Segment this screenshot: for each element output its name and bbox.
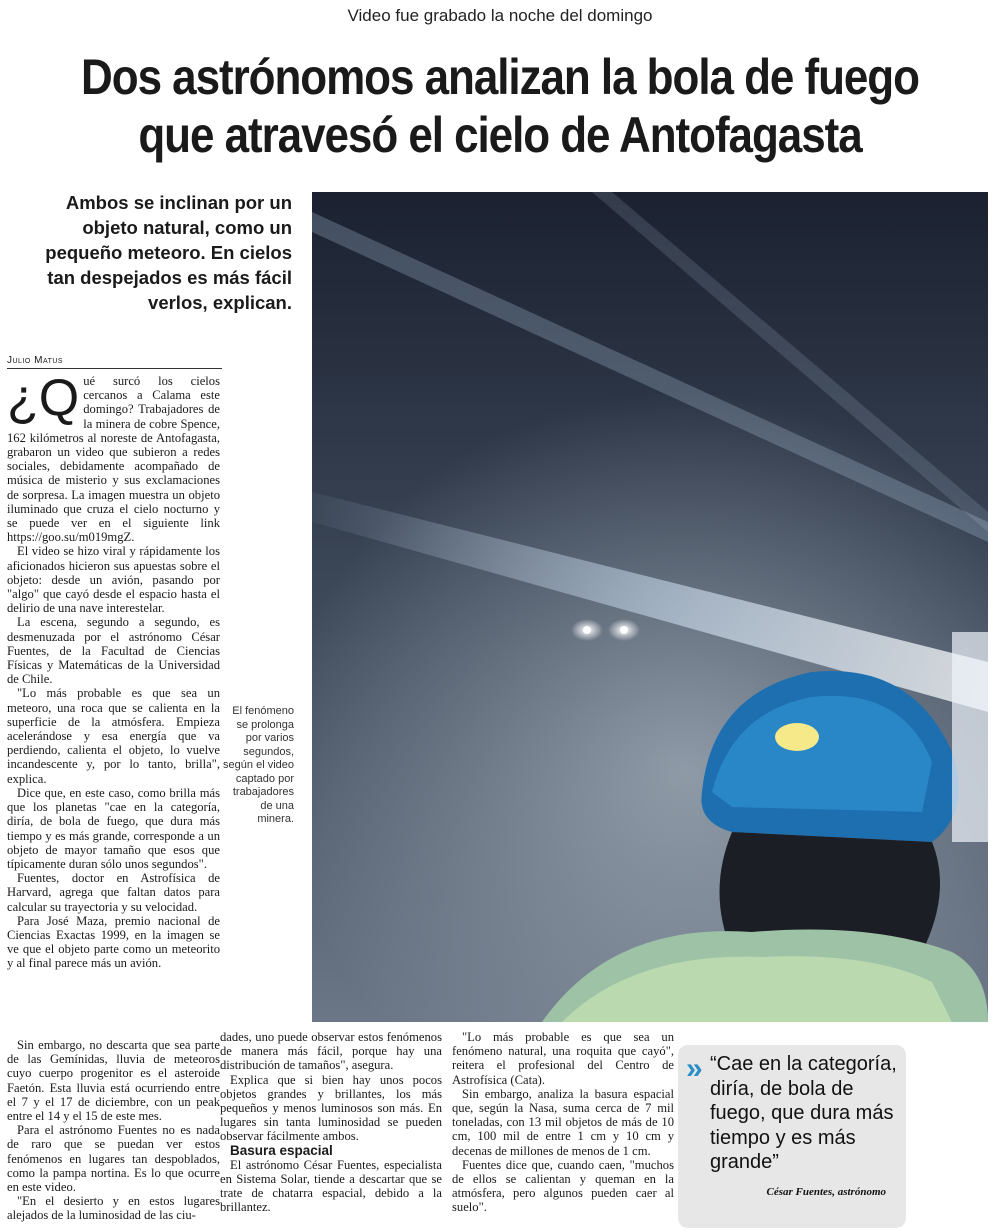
headline xyxy=(69,48,931,164)
fireball-photo xyxy=(312,192,988,1022)
article-column-1-bottom xyxy=(7,1038,220,1223)
subhead-basura-espacial: Basura espacial xyxy=(230,1142,333,1158)
pullquote-text: “Cae en la categoría, diría, de bola de fuego, que dura más tiempo y es más grande” xyxy=(710,1053,897,1173)
paragraph-1: ¿Q ué surcó los cielos cercanos a Calama este domingo? Trabajadores de la minera de cobre Spence, 162 kilómetros al noreste de Antofagasta, grabaron un video que subieron a redes sociales, debidamente acompañado de música de misterio y sus exclamaciones de sorpresa. La imagen muestra un objeto iluminado que cruza el cielo nocturno y se puede ver en el siguiente link https://goo.su/m019mgZ. xyxy=(7,369,220,545)
paragraph-16: Fuentes dice que, cuando caen, "muchos de ellos se calientan y queman en la atmósfera, pero algunos pueden caer al suelo". xyxy=(452,1157,674,1215)
drop-cap: ¿Q xyxy=(7,369,80,427)
paragraph-6: Fuentes, doctor en Astrofísica de Harvard, agrega que faltan datos para calcular su trayectoria y su velocidad. xyxy=(7,871,220,914)
paragraph-3: La escena, segundo a segundo, es desmenuzada por el astrónomo César Fuentes, de la Facultad de Ciencias Físicas y Matemáticas de la Universidad de Chile. xyxy=(7,615,220,687)
paragraph-7: Para José Maza, premio nacional de Ciencias Exactas 1999, en la imagen se ve que el objeto parte como un meteorito y al final parece más un avión. xyxy=(7,913,220,971)
article-column-2 xyxy=(220,1030,442,1215)
quote-chevron-icon: » xyxy=(686,1052,703,1085)
paragraph-12: Explica que si bien hay unos pocos objetos grandes y brillantes, los más pequeños y menos luminosos son más. En lugares sin tanta luminosidad se pueden observar fácilmente ambos. xyxy=(220,1072,442,1144)
pullquote-author: César Fuentes, astrónomo xyxy=(766,1186,886,1198)
paragraph-10: "En el desierto y en estos lugares alejados de la luminosidad de las ciu- xyxy=(7,1194,220,1223)
article-column-1 xyxy=(7,369,220,971)
paragraph-9: Para el astrónomo Fuentes no es nada de raro que se puedan ver estos fenómenos en lugares tan despoblados, como la pampa nortina. Es lo que ocurre en este video. xyxy=(7,1123,220,1195)
deck: Ambos se inclinan por un objeto natural, como un pequeño meteoro. En cielos tan despejados es más fácil verlos, explican. xyxy=(45,192,292,313)
paragraph-8: Sin embargo, no descarta que sea parte de las Gemínidas, lluvia de meteoros cuyo cuerpo progenitor es el asteroide Faetón. Esta lluvia está ocurriendo entre el 7 y el 17 de diciembre, con un peak entre el 14 y el 15 de este mes. xyxy=(7,1038,220,1124)
paragraph-13: El astrónomo César Fuentes, especialista en Sistema Solar, tiende a descartar que se trate de chatarra espacial, debido a la brillantez. xyxy=(220,1157,442,1215)
paragraph-5: Dice que, en este caso, como brilla más que los planetas "cae en la categoría, diría, de bola de fuego, que dura más tiempo y es más grande, corresponde a un objeto de mayor tamaño que esos que típicamente duran sólo unos segundos". xyxy=(7,785,220,871)
paragraph-14: "Lo más probable es que sea un fenómeno natural, una roquita que cayó", reitera el profesional del Centro de Astrofísica (Cata). xyxy=(452,1030,674,1087)
kicker: Video fue grabado la noche del domingo xyxy=(347,6,653,25)
fireball-photo-illustration xyxy=(312,192,988,1022)
paragraph-4: "Lo más probable es que sea un meteoro, una roca que se calienta en la superficie de la atmósfera. Empieza acelerándose y esa energía que va perdiendo, calienta el objeto, lo vuelve incandescente y, por lo tanto, brilla", explica. xyxy=(7,686,220,786)
paragraph-11: dades, uno puede observar estos fenómenos de manera más fácil, porque hay una distribución de tamaños", asegura. xyxy=(220,1030,442,1073)
paragraph-2: El video se hizo viral y rápidamente los aficionados hicieron sus apuestas sobre el objeto: desde un avión, pasando por "algo" que cayó desde el espacio hasta el delirio de una nave interestelar. xyxy=(7,544,220,616)
headline-line-1: Dos astrónomos analizan la bola de fuego xyxy=(81,49,919,105)
paragraph-15: Sin embargo, analiza la basura espacial que, según la Nasa, suma cerca de 7 mil toneladas, con 13 mil objetos de más de 10 cm, 100 mil de entre 1 cm y 10 cm y decenas de millones de menos de 1 cm. xyxy=(452,1086,674,1158)
headline-line-2: que atravesó el cielo de Antofagasta xyxy=(138,107,862,163)
article-column-3 xyxy=(452,1030,674,1215)
byline: Julio Matus xyxy=(7,355,222,369)
photo-caption: El fenómeno se prolonga por varios segundos, según el video captado por trabajadores de una minera. xyxy=(223,705,294,825)
